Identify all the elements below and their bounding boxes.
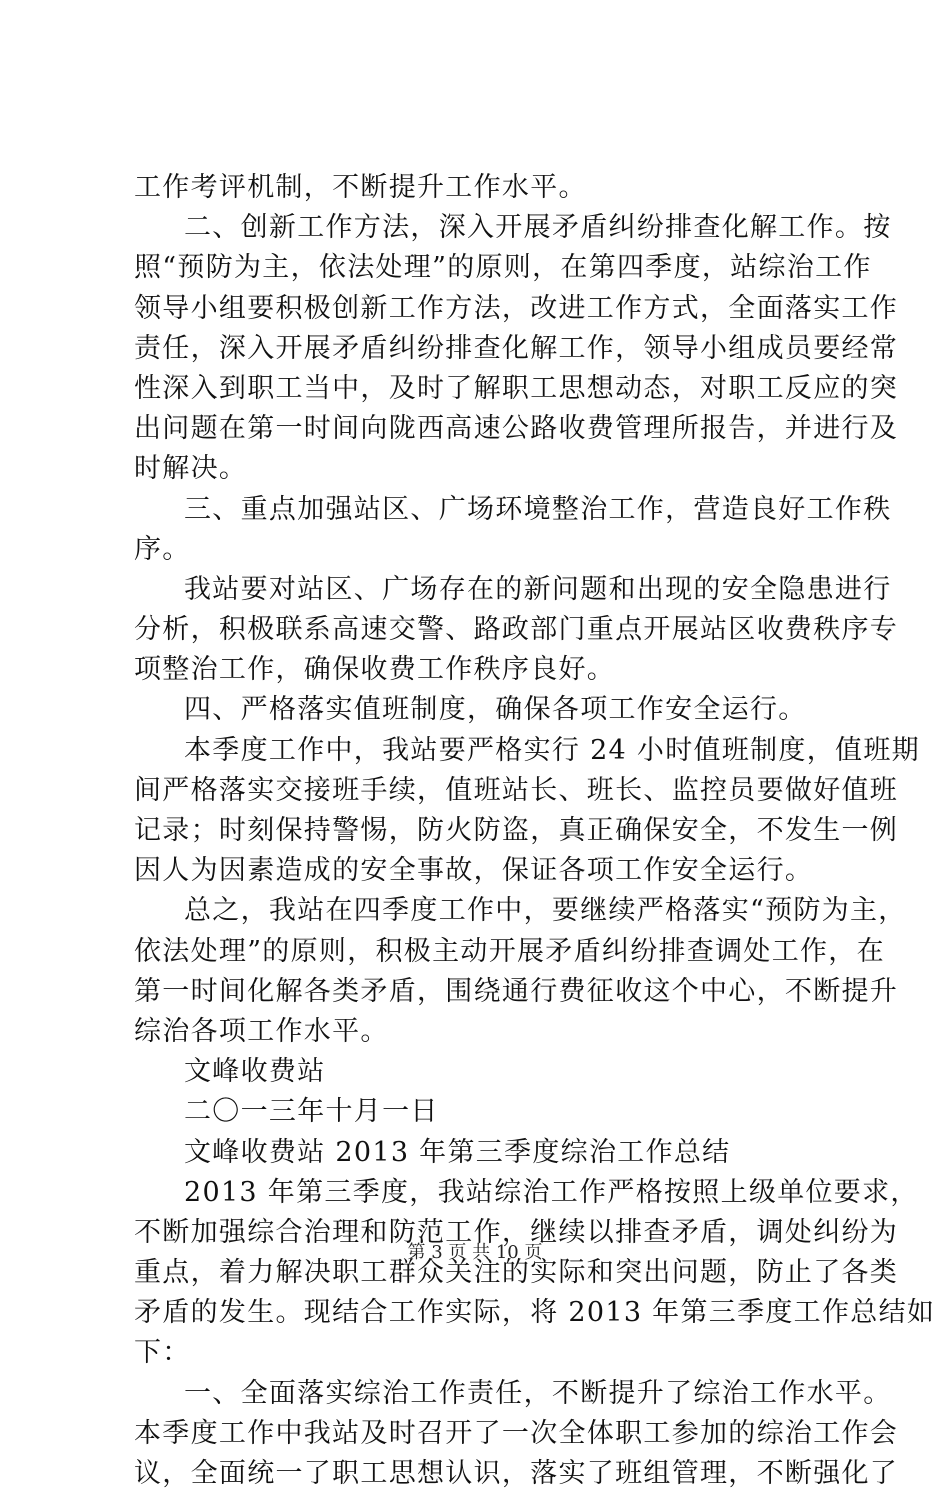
text-line: 重点，着力解决职工群众关注的实际和突出问题，防止了各类 xyxy=(134,1257,899,1289)
text-line: 间严格落实交接班手续，值班站长、班长、监控员要做好值班 xyxy=(134,774,899,806)
text-line: 序。 xyxy=(134,533,191,565)
text-line: 工作考评机制，不断提升工作水平。 xyxy=(134,172,587,203)
text-line: 因人为因素造成的安全事故，保证各项工作安全运行。 xyxy=(134,855,814,887)
text-line: 出问题在第一时间向陇西高速公路收费管理所报告，并进行及 xyxy=(134,413,899,445)
text-line: 第一时间化解各类矛盾，围绕通行费征收这个中心，不断提升 xyxy=(134,975,899,1007)
text-line: 四、严格落实值班制度，确保各项工作安全运行。 xyxy=(184,694,807,726)
text-line: 文峰收费站 xyxy=(184,1056,326,1088)
text-line: 本季度工作中，我站要严格实行 24 小时值班制度，值班期 xyxy=(184,734,920,766)
text-line: 2013 年第三季度，我站综治工作严格按照上级单位要求， xyxy=(184,1176,919,1208)
text-line: 项整治工作，确保收费工作秩序良好。 xyxy=(134,654,616,686)
text-line: 三、重点加强站区、广场环境整治工作，营造良好工作秩 xyxy=(184,493,892,525)
text-line: 照“预防为主，依法处理”的原则，在第四季度，站综治工作 xyxy=(134,252,872,284)
text-line: 本季度工作中我站及时召开了一次全体职工参加的综治工作会 xyxy=(134,1417,899,1449)
document-body xyxy=(134,168,936,1494)
page-footer: 第 3 页 共 10 页 xyxy=(407,1242,543,1263)
text-line: 依法处理”的原则，积极主动开展矛盾纠纷排查调处工作，在 xyxy=(134,935,885,967)
text-line: 综治各项工作水平。 xyxy=(134,1015,389,1047)
text-line: 下： xyxy=(134,1337,191,1369)
text-line: 总之，我站在四季度工作中，要继续严格落实“预防为主， xyxy=(184,895,907,927)
text-line: 时解决。 xyxy=(134,453,248,485)
text-line: 领导小组要积极创新工作方法，改进工作方式，全面落实工作 xyxy=(134,292,899,324)
text-line: 责任，深入开展矛盾纠纷排查化解工作，领导小组成员要经常 xyxy=(134,332,899,364)
text-line: 二〇一三年十月一日 xyxy=(184,1096,439,1128)
text-line: 二、创新工作方法，深入开展矛盾纠纷排查化解工作。按 xyxy=(184,212,892,244)
text-line: 文峰收费站 2013 年第三季度综治工作总结 xyxy=(184,1136,731,1168)
text-line: 记录；时刻保持警惕，防火防盗，真正确保安全，不发生一例 xyxy=(134,815,899,846)
text-line: 我站要对站区、广场存在的新问题和出现的安全隐患进行 xyxy=(184,573,892,605)
text-line: 分析，积极联系高速交警、路政部门重点开展站区收费秩序专 xyxy=(134,614,899,646)
text-line: 矛盾的发生。现结合工作实际，将 2013 年第三季度工作总结如 xyxy=(134,1297,936,1329)
text-line: 一、全面落实综治工作责任，不断提升了综治工作水平。 xyxy=(184,1377,892,1409)
text-line: 议，全面统一了职工思想认识，落实了班组管理，不断强化了 xyxy=(134,1458,899,1489)
text-line: 不断加强综合治理和防范工作，继续以排查矛盾，调处纠纷为 xyxy=(134,1216,899,1248)
text-line: 性深入到职工当中，及时了解职工思想动态，对职工反应的突 xyxy=(134,372,899,404)
